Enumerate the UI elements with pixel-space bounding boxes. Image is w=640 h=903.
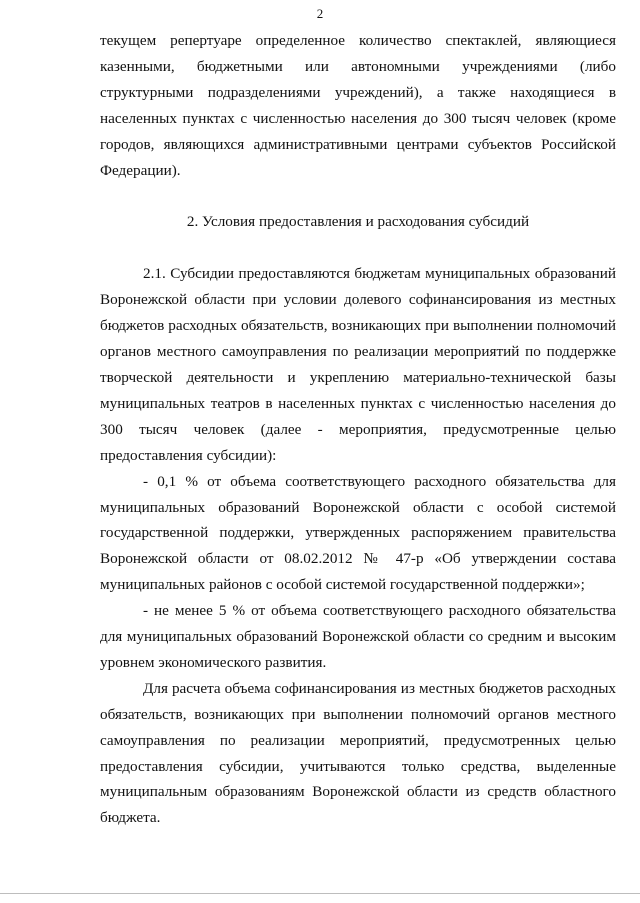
list-item-1: - 0,1 % от объема соответствующего расходного обязательства для муниципальных образований Воронежской области с особой системой государственной поддержки, утвержденных распоряжением правительства Воронежской области от 08.02.2012 № 47-р «Об утверждении состава муниципальных районов с особой системой государственной поддержки»; <box>100 472 616 594</box>
list-item-2: - не менее 5 % от объема соответствующего расходного обязательства для муниципальных образований Воронежской области со средним и высоким уровнем экономического развития. <box>100 602 616 671</box>
paragraph-2-1: 2.1. Субсидии предоставляются бюджетам муниципальных образований Воронежской области при условии долевого софинансирования из местных бюджетов расходных обязательств, возникающих при выполнении полномочий органов местного самоуправления по реализации мероприятий по поддержке творческой деятельности и укреплению материально-технической базы муниципальных театров в населенных пунктах с численностью населения до 300 тысяч человек (далее - мероприятия, предусмотренные целью предоставления субсидии): <box>100 265 616 464</box>
page-number: 2 <box>316 6 324 21</box>
paragraph-calculation: Для расчета объема софинансирования из местных бюджетов расходных обязательств, возникающих при выполнении полномочий органов местного самоуправления по реализации мероприятий, предусмотренных целью предоставления субсидии, учитываются только средства, выделенные муниципальным образованиям Воронежской области из средств областного бюджета. <box>100 679 616 827</box>
paragraph-intro: текущем репертуаре определенное количество спектаклей, являющиеся казенными, бюджетными или автономными учреждениями (либо структурными подразделениями учреждений), а также находящиеся в населенных пунктах с численностью населения до 300 тысяч человек (кроме городов, являющихся административными центрами субъектов Российской Федерации). <box>100 32 616 179</box>
page-bottom-edge <box>0 893 640 894</box>
document-body <box>100 28 616 831</box>
section-heading: 2. Условия предоставления и расходования субсидий <box>186 213 530 231</box>
